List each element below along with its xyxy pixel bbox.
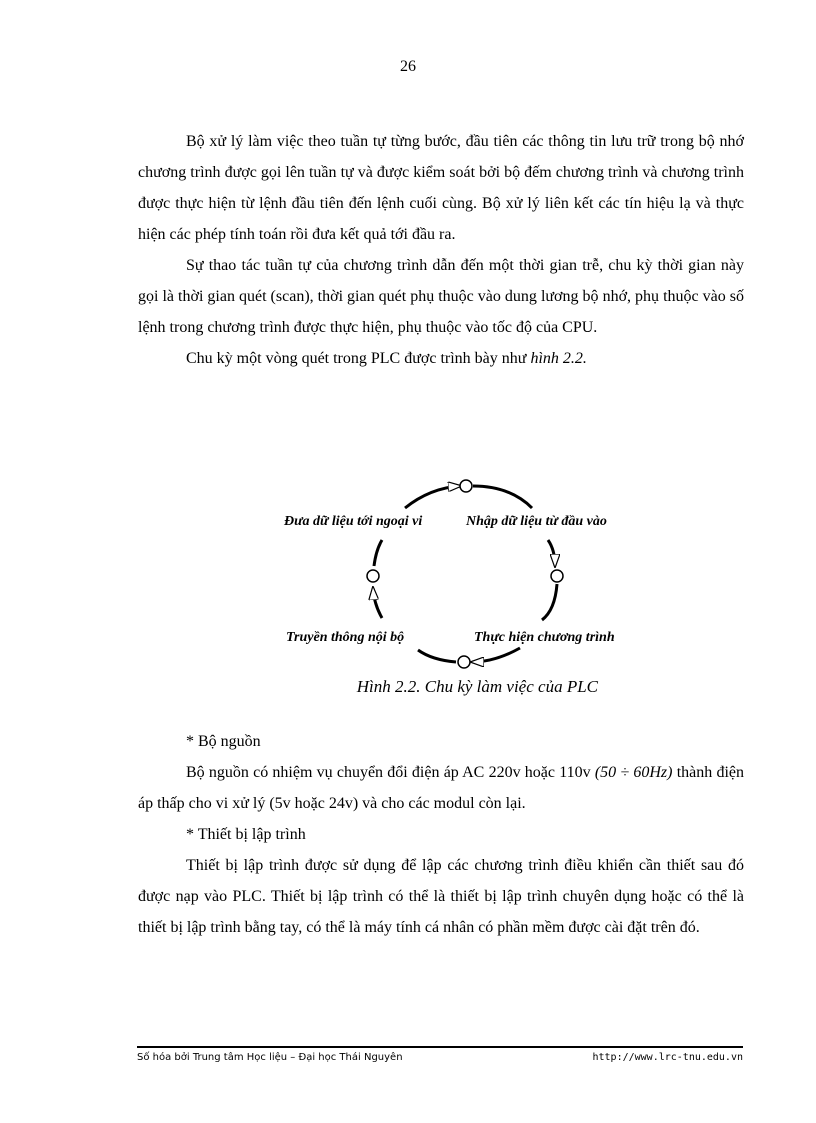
node-left <box>367 570 379 582</box>
paragraph-scan-time: Sự thao tác tuần tự của chương trình dẫn đến một thời gian trễ, chu kỳ thời gian này gọi là thời gian quét (scan), thời gian quét phụ thuộc vào dung lương bộ nhớ, phụ thuộc vào số lệnh trong chương trình được thực hiện, phụ thuộc vào tốc độ của CPU. <box>138 257 744 336</box>
plc-cycle-diagram <box>270 470 650 670</box>
label-input-data: Nhập dữ liệu từ đầu vào <box>466 514 607 529</box>
node-right <box>551 570 563 582</box>
node-top <box>460 480 472 492</box>
frequency-formula: (50 ÷ 60Hz) <box>594 764 673 781</box>
figure-ref-link: hình 2.2. <box>530 350 587 367</box>
arc-left-upper <box>374 540 382 566</box>
arc-top-right <box>473 486 532 508</box>
footer-url[interactable]: http://www.lrc-tnu.edu.vn <box>592 1052 743 1063</box>
programmer-paragraph: Thiết bị lập trình được sử dụng để lập các chương trình điều khiển cần thiết sau đó được nạp vào PLC. Thiết bị lập trình có thể là thiết bị lập trình chuyên dụng hoặc có thể là thiết bị lập trình bằng tay, có thể là máy tính cá nhân có phần mềm được cài đặt trên đó. <box>138 857 744 936</box>
paragraph-figure-ref <box>138 343 744 374</box>
label-execute-program: Thực hiện chương trình <box>474 630 615 645</box>
footer <box>137 1052 743 1063</box>
arc-left-lower <box>373 588 382 618</box>
power-heading: * Bộ nguồn <box>186 733 261 750</box>
power-paragraph: Bộ nguồn có nhiệm vụ chuyển đổi điện áp AC 220v hoặc 110v (50 ÷ 60Hz) thành điện áp thấp cho vi xử lý (5v hoặc 24v) và cho các modul còn lại. <box>138 764 745 812</box>
arc-right-upper <box>548 540 555 566</box>
page-number: 26 <box>400 58 416 75</box>
arc-bottom-right <box>472 648 520 662</box>
body-text-bottom <box>138 726 744 943</box>
body-text-top <box>138 126 744 374</box>
programmer-heading: * Thiết bị lập trình <box>186 826 306 843</box>
arc-top-left <box>405 486 460 508</box>
figure-ref-prefix: Chu kỳ một vòng quét trong PLC được trình bày như <box>186 350 531 367</box>
node-bottom <box>458 656 470 668</box>
paragraph-processor: Bộ xử lý làm việc theo tuần tự từng bước, đầu tiên các thông tin lưu trữ trong bộ nhớ chương trình được gọi lên tuần tự và được kiểm soát bởi bộ đếm chương trình và chương trình được thực hiện từ lệnh đầu tiên đến lệnh cuối cùng. Bộ xử lý liên kết các tín hiệu lạ và thực hiện các phép tính toán rồi đưa kết quả tới đầu ra. <box>138 133 744 243</box>
label-output-to-peripherals: Đưa dữ liệu tới ngoại vi <box>284 514 423 529</box>
figure-caption: Hình 2.2. Chu kỳ làm việc của PLC <box>356 677 598 696</box>
label-internal-communication: Truyền thông nội bộ <box>286 630 405 645</box>
footer-source: Số hóa bởi Trung tâm Học liệu – Đại học Thái Nguyên <box>137 1052 403 1063</box>
footer-divider <box>137 1046 743 1048</box>
arc-right-lower <box>542 584 557 620</box>
arc-bottom-left <box>418 650 456 662</box>
